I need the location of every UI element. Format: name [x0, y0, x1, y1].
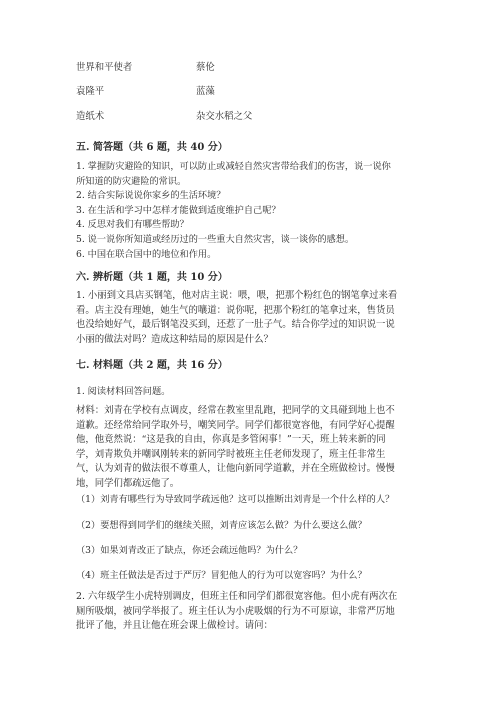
- question-line: 2. 六年级学生小虎特别调皮，但班主任和同学们都很宽容他。但小虎有两次在: [76, 591, 398, 602]
- question-line: 批评了他，并且让他在班会课上做检讨。请问：: [76, 620, 273, 632]
- question-line: 2. 结合实际说说你家乡的生活环境？: [76, 190, 226, 202]
- section-6-heading: 六. 辨析题（共 1 题，共 10 分）: [76, 272, 228, 283]
- material-line: 地，同学们都疏远他了。: [76, 477, 180, 489]
- pair-left-2: 袁隆平: [76, 86, 105, 97]
- pair-left-3: 造纸术: [76, 111, 105, 122]
- question-line: 4. 反思对我们有哪些帮助？: [76, 219, 189, 231]
- question-line: 小丽的做法对吗？造成这种结局的原因是什么？: [76, 333, 273, 345]
- section-6-question: [76, 289, 428, 347]
- sub-question-4: （4）班主任做法是否过于严厉？冒犯他人的行为可以宽容吗？为什么？: [76, 570, 367, 581]
- question-2: [76, 590, 428, 634]
- sub-question-2: （2）要想得到同学们的继续关照，刘青应该怎么做？为什么要这么做？: [76, 520, 367, 531]
- material-passage: [76, 404, 428, 492]
- question-line: 也没给她好气，最后钢笔没买到，还惹了一肚子气。结合你学过的知识说一说: [76, 319, 395, 331]
- question-line: 1. 掌握防灾避险的知识，可以防止或减轻自然灾害带给我们的伤害，说一说你: [76, 161, 391, 172]
- pair-left-1: 世界和平使者: [76, 62, 133, 73]
- pair-right-1: 蔡伦: [196, 62, 215, 73]
- material-line: 他，他竟然说：“这是我的自由，你真是多管闲事！”一天，班上转来新的同: [76, 434, 386, 446]
- question-line: 5. 说一说你所知道或经历过的一些重大自然灾害，谈一谈你的感想。: [76, 233, 355, 245]
- material-line: 道歉。还经常给同学取外号，嘲笑同学。同学们都很宽容他，有同学好心提醒: [76, 419, 395, 431]
- sub-question-1: （1）刘青有哪些行为导致同学疏远他？这可以推断出刘青是一个什么样的人？: [76, 494, 395, 505]
- question-line: 1. 小丽到文具店买钢笔，他对店主说：喂，喂，把那个粉红色的钢笔拿过来看: [76, 290, 398, 301]
- section-5-questions: [76, 160, 391, 262]
- section-5-heading: 五. 简答题（共 6 题，共 40 分）: [76, 142, 228, 153]
- question-line: 3. 在生活和学习中怎样才能做到适度维护自己呢？: [76, 204, 281, 216]
- sub-question-3: （3）如果刘青改正了缺点，你还会疏远他吗？为什么？: [76, 545, 303, 556]
- section-7-heading: 七. 材料题（共 2 题，共 16 分）: [76, 360, 228, 371]
- question-line: 所知道的防灾避险的常识。: [76, 175, 187, 187]
- material-intro: 1. 阅读材料回答问题。: [76, 386, 171, 397]
- material-line: 气，认为刘青的做法很不尊重人，让他向新同学道歉，并在全班做检讨。慢慢: [76, 463, 395, 475]
- pair-right-2: 蓝藻: [196, 86, 215, 97]
- material-line: 材料：刘青在学校有点调皮，经常在教室里乱跑，把同学的文具碰到地上也不: [76, 405, 395, 416]
- question-line: 看。店主没有理她，她生气的嚷道：说你呢，把那个粉红的笔拿过来，售货员: [76, 304, 395, 316]
- question-line: 6. 中国在联合国中的地位和作用。: [76, 248, 217, 260]
- pair-right-3: 杂交水稻之父: [196, 111, 253, 122]
- question-line: 厕所吸烟，被同学举报了。班主任认为小虎吸烟的行为不可原谅，非常严厉地: [76, 605, 395, 617]
- material-line: 学，刘青欺负并嘲讽刚转来的新同学时被班主任老师发现了，班主任非常生: [76, 448, 386, 460]
